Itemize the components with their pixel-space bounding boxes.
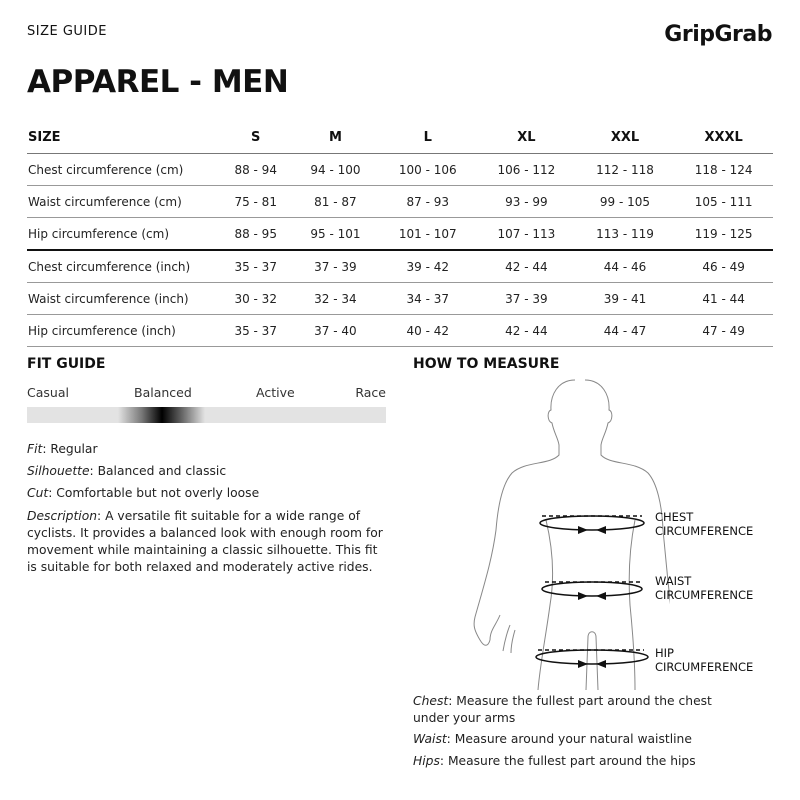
- waist-instruction: Waist: Measure around your natural waistline: [413, 732, 692, 746]
- table-cell: 37 - 39: [477, 283, 576, 315]
- table-cell: 44 - 47: [576, 315, 675, 347]
- row-label: Hip circumference (cm): [27, 218, 219, 251]
- table-cell: 42 - 44: [477, 250, 576, 283]
- column-header: S: [219, 121, 292, 154]
- column-header: XL: [477, 121, 576, 154]
- table-cell: 39 - 41: [576, 283, 675, 315]
- table-cell: 75 - 81: [219, 186, 292, 218]
- table-row: [27, 218, 773, 251]
- fit-item: Fit: Regular: [27, 442, 98, 456]
- table-cell: 112 - 118: [576, 154, 675, 186]
- row-label: Waist circumference (inch): [27, 283, 219, 315]
- column-header: M: [292, 121, 378, 154]
- chest-circumference-label: CHEST CIRCUMFERENCE: [655, 510, 754, 538]
- table-cell: 113 - 119: [576, 218, 675, 251]
- fit-scale-bar: [27, 407, 386, 423]
- fit-guide-heading: FIT GUIDE: [27, 356, 106, 372]
- row-label: Waist circumference (cm): [27, 186, 219, 218]
- table-cell: 47 - 49: [674, 315, 773, 347]
- table-cell: 42 - 44: [477, 315, 576, 347]
- kicker: SIZE GUIDE: [27, 24, 107, 39]
- column-header: XXL: [576, 121, 675, 154]
- table-cell: 35 - 37: [219, 315, 292, 347]
- body-figure-illustration: [470, 375, 670, 695]
- table-cell: 87 - 93: [378, 186, 477, 218]
- fit-scale-balanced: Balanced: [134, 385, 192, 400]
- table-cell: 105 - 111: [674, 186, 773, 218]
- hips-instruction: Hips: Measure the fullest part around the hips: [413, 754, 696, 768]
- hip-circumference-label: HIP CIRCUMFERENCE: [655, 646, 754, 674]
- column-header: XXXL: [674, 121, 773, 154]
- table-cell: 107 - 113: [477, 218, 576, 251]
- table-cell: 106 - 112: [477, 154, 576, 186]
- table-cell: 34 - 37: [378, 283, 477, 315]
- silhouette-item: Silhouette: Balanced and classic: [27, 464, 227, 478]
- row-label: Chest circumference (inch): [27, 250, 219, 283]
- size-table: [27, 121, 773, 347]
- table-cell: 44 - 46: [576, 250, 675, 283]
- table-row: [27, 315, 773, 347]
- table-row: [27, 250, 773, 283]
- cut-item: Cut: Comfortable but not overly loose: [27, 486, 260, 500]
- table-cell: 41 - 44: [674, 283, 773, 315]
- table-row: [27, 186, 773, 218]
- table-cell: 40 - 42: [378, 315, 477, 347]
- table-row: [27, 154, 773, 186]
- row-label: Chest circumference (cm): [27, 154, 219, 186]
- table-cell: 119 - 125: [674, 218, 773, 251]
- table-cell: 46 - 49: [674, 250, 773, 283]
- table-cell: 95 - 101: [292, 218, 378, 251]
- table-cell: 88 - 95: [219, 218, 292, 251]
- table-cell: 118 - 124: [674, 154, 773, 186]
- fit-scale-active: Active: [256, 385, 295, 400]
- row-label: Hip circumference (inch): [27, 315, 219, 347]
- fit-scale-casual: Casual: [27, 385, 69, 400]
- table-cell: 35 - 37: [219, 250, 292, 283]
- how-to-measure-heading: HOW TO MEASURE: [413, 356, 560, 372]
- table-cell: 88 - 94: [219, 154, 292, 186]
- table-cell: 81 - 87: [292, 186, 378, 218]
- column-header: L: [378, 121, 477, 154]
- waist-circumference-label: WAIST CIRCUMFERENCE: [655, 574, 754, 602]
- table-cell: 32 - 34: [292, 283, 378, 315]
- brand-logo: GripGrab: [664, 22, 772, 47]
- table-cell: 99 - 105: [576, 186, 675, 218]
- fit-scale-race: Race: [355, 385, 386, 400]
- table-cell: 93 - 99: [477, 186, 576, 218]
- page-title: APPAREL - MEN: [27, 64, 289, 100]
- table-cell: 101 - 107: [378, 218, 477, 251]
- table-cell: 94 - 100: [292, 154, 378, 186]
- description-item: Description: A versatile fit suitable for a wide range of cyclists. It provides a balanced look with enough room for movement while maintaining a classic silhouette. This fit is suitable for both relaxed and moderately active rides.: [27, 509, 383, 574]
- table-row: [27, 283, 773, 315]
- table-cell: 100 - 106: [378, 154, 477, 186]
- chest-instruction: Chest: Measure the fullest part around the chest under your arms: [413, 694, 712, 725]
- table-cell: 37 - 39: [292, 250, 378, 283]
- table-cell: 39 - 42: [378, 250, 477, 283]
- table-cell: 37 - 40: [292, 315, 378, 347]
- table-cell: 30 - 32: [219, 283, 292, 315]
- column-header: SIZE: [27, 121, 219, 154]
- fit-scale-labels: [27, 385, 386, 401]
